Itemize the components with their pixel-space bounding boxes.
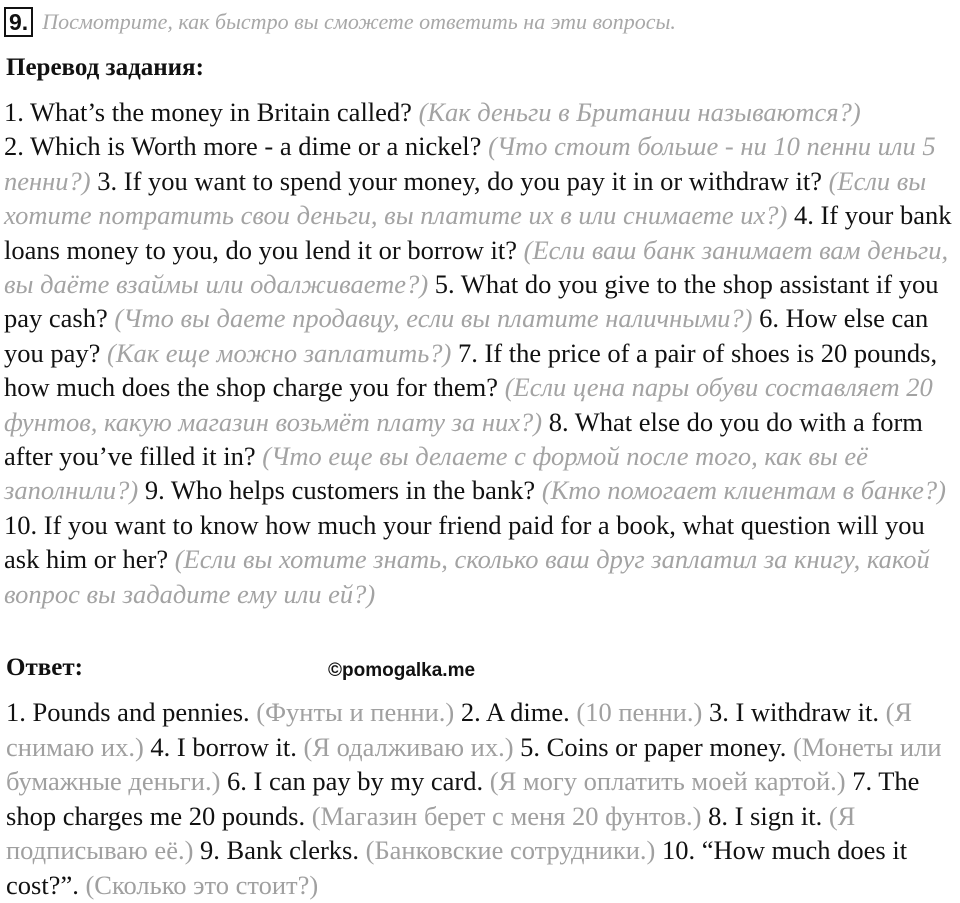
answer-en: 9. Bank clerks.	[200, 835, 359, 866]
question-en: 5. What do you give to the shop assistant if you pay cash?	[4, 269, 939, 334]
answer-title: Ответ:	[6, 654, 83, 681]
answer-en: 2. A dime.	[460, 697, 570, 727]
question-en: 7. If the price of a pair of shoes is 20 pounds, how much does the shop charge you for them?	[4, 337, 938, 403]
answer-ru: (10 пенни.)	[576, 697, 703, 727]
question-en: 2. Which is Worth more - a dime or a nickel?	[4, 131, 482, 162]
question-ru: (Как еще можно заплатить?)	[107, 337, 452, 368]
answer-ru: (Я подписываю её.)	[6, 800, 856, 866]
question-ru: (Если вы хотите знать, сколько ваш друг заплатил за книгу, какой вопрос вы зададите ему или ей?)	[4, 544, 930, 609]
answer-ru: (Магазин берет с меня 20 фунтов.)	[311, 800, 702, 831]
answer-ru: (Сколько это стоит?)	[85, 869, 319, 900]
answer-en: 7. The shop charges me 20 pounds.	[6, 766, 920, 831]
question-ru: (Как деньги в Британии называются?)	[418, 97, 861, 127]
question-en: 6. How else can you pay?	[4, 303, 929, 368]
answer-en: 10. “How much does it cost?”.	[6, 835, 908, 900]
answer-en: 4. I borrow it.	[150, 731, 297, 762]
question-en: 10. If you want to know how much your friend paid for a book, what question will you ask him or her?	[4, 509, 925, 575]
question-ru: (Что еще вы делаете с формой после того, как вы её заполнили?)	[4, 441, 868, 506]
question-ru: (Если ваш банк занимает вам деньги, вы даёте взаймы или одалживаете?)	[4, 234, 949, 300]
answer-ru: (Банковские сотрудники.)	[365, 835, 656, 866]
question-ru: (Если вы хотите потратить свои деньги, вы платите их в или снимаете их?)	[4, 165, 927, 231]
watermark: ©pomogalka.me	[328, 660, 476, 681]
question-ru: (Что вы даете продавцу, если вы платите наличными?)	[114, 303, 753, 334]
answer-en: 8. I sign it.	[708, 800, 823, 831]
question-ru: (Кто помогает клиентам в банке?)	[541, 475, 946, 506]
answer-en: 5. Coins or paper money.	[520, 731, 787, 762]
question-en: 1. What’s the money in Britain called?	[4, 97, 412, 127]
translation-title: Перевод задания:	[6, 54, 204, 81]
question-ru: (Что стоит больше - ни 10 пенни или 5 пенни?)	[4, 131, 936, 196]
answer-ru: (Я могу оплатить моей картой.)	[489, 766, 846, 797]
question-en: 3. If you want to spend your money, do you pay it in or withdraw it?	[97, 165, 822, 196]
answer-ru: (Фунты и пенни.)	[256, 697, 455, 727]
answer-en: 1. Pounds and pennies.	[6, 697, 250, 727]
question-en: 8. What else do you do with a form after you’ve filled it in?	[4, 406, 923, 472]
answer-en: 6. I can pay by my card.	[227, 766, 484, 797]
answer-ru: (Я снимаю их.)	[6, 697, 913, 762]
question-en: 9. Who helps customers in the bank?	[144, 475, 536, 506]
task-number-box: 9.	[4, 7, 33, 37]
answers-paragraph	[6, 695, 956, 903]
question-ru: (Если цена пары обуви составляет 20 фунтов, какую магазин возьмёт плату за них?)	[4, 372, 933, 437]
answer-ru: (Я одалживаю их.)	[303, 731, 514, 762]
task-header	[4, 4, 960, 40]
questions-paragraph	[4, 95, 956, 611]
answer-en: 3. I withdraw it.	[708, 697, 879, 727]
answer-ru: (Монеты или бумажные деньги.)	[6, 731, 942, 797]
task-instruction: Посмотрите, как быстро вы сможете ответить на эти вопросы.	[42, 9, 676, 34]
question-en: 4. If your bank loans money to you, do you lend it or borrow it?	[4, 200, 952, 265]
